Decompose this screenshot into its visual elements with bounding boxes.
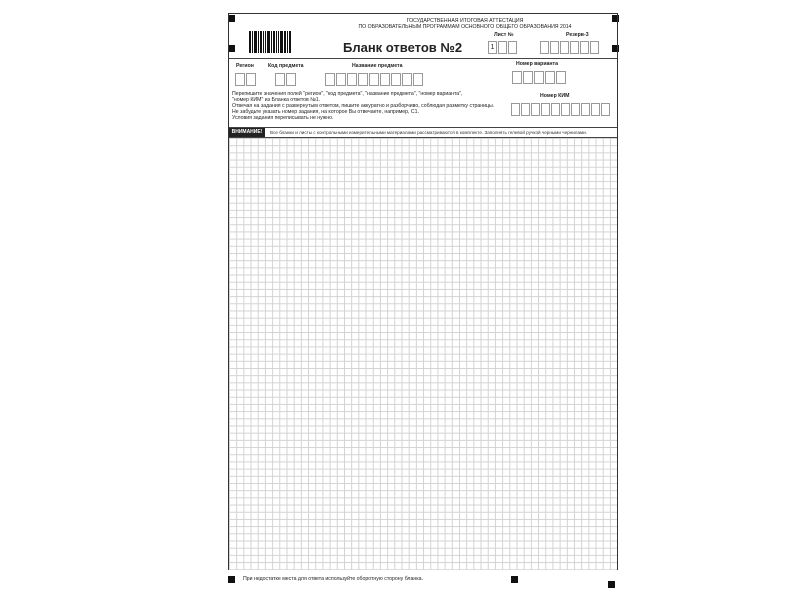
kim-cell[interactable] [571, 103, 580, 116]
footer-note: При недостатке места для ответа используйте оборотную сторону бланка. [243, 576, 423, 582]
subject-name-cell[interactable] [325, 73, 335, 86]
reserve-label: Резерв-3 [566, 32, 589, 38]
form-title: Бланк ответов №2 [343, 40, 463, 55]
warning-text: Все бланки и листы с контрольными измерительными материалами рассматриваются в комплекте. Заполнять гелевой ручкой черными чернилами. [270, 130, 588, 135]
instruction-line: Не забудьте указать номер задания, на которое Вы отвечаете, например, С1. [232, 109, 420, 115]
kim-cell[interactable] [531, 103, 540, 116]
sheet-number-label: Лист № [494, 32, 514, 38]
subject-name-cell[interactable] [402, 73, 412, 86]
registration-marker-bottom-right [608, 581, 615, 588]
instruction-line: Отвечая на задания с развернутым ответом, пишите аккуратно и разборчиво, соблюдая разметку страницы. [232, 103, 495, 109]
kim-cell[interactable] [581, 103, 590, 116]
header-line-2: ПО ОБРАЗОВАТЕЛЬНЫМ ПРОГРАММАМ ОСНОВНОГО ОБЩЕГО ОБРАЗОВАНИЯ 2014 [358, 24, 572, 30]
subject-name-cell[interactable] [413, 73, 423, 86]
subject-code-cell[interactable] [275, 73, 285, 86]
sheet-number-cells [488, 41, 517, 54]
region-cell[interactable] [246, 73, 256, 86]
kim-cells [511, 103, 610, 116]
answer-grid-area[interactable] [229, 137, 617, 570]
kim-cell[interactable] [541, 103, 550, 116]
subject-name-cells [325, 73, 423, 86]
reserve-cell[interactable] [580, 41, 589, 54]
sheet-number-cell[interactable] [498, 41, 507, 54]
subject-name-cell[interactable] [336, 73, 346, 86]
subject-code-cell[interactable] [286, 73, 296, 86]
kim-cell[interactable] [521, 103, 530, 116]
subject-code-cells [275, 73, 296, 86]
variant-cells [512, 71, 566, 84]
reserve-cell[interactable] [550, 41, 559, 54]
kim-cell[interactable] [551, 103, 560, 116]
variant-cell[interactable] [512, 71, 522, 84]
subject-name-cell[interactable] [369, 73, 379, 86]
sheet-number-cell[interactable]: 1 [488, 41, 497, 54]
subject-name-cell[interactable] [391, 73, 401, 86]
kim-cell[interactable] [591, 103, 600, 116]
subject-code-label: Код предмета [268, 63, 304, 69]
subject-name-cell[interactable] [347, 73, 357, 86]
variant-cell[interactable] [556, 71, 566, 84]
instruction-line: Перепишите значения полей "регион", "код предмета", "название предмета", "номер варианта", [232, 91, 463, 97]
reserve-cell[interactable] [590, 41, 599, 54]
warning-label: ВНИМАНИЕ! [229, 128, 265, 137]
kim-cell[interactable] [511, 103, 520, 116]
subject-name-cell[interactable] [358, 73, 368, 86]
header-line-1: ГОСУДАРСТВЕННАЯ ИТОГОВАЯ АТТЕСТАЦИЯ [406, 18, 524, 24]
reserve-cells [540, 41, 599, 54]
region-cells [235, 73, 256, 86]
sheet-number-cell[interactable] [508, 41, 517, 54]
variant-cell[interactable] [523, 71, 533, 84]
variant-label: Номер варианта [516, 61, 558, 67]
registration-marker-bottom-center [511, 576, 518, 583]
instructions [232, 91, 507, 121]
kim-cell[interactable] [601, 103, 610, 116]
barcode [249, 31, 296, 53]
region-label: Регион [236, 63, 254, 69]
variant-cell[interactable] [534, 71, 544, 84]
kim-label: Номер КИМ [540, 93, 570, 99]
region-cell[interactable] [235, 73, 245, 86]
subject-name-cell[interactable] [380, 73, 390, 86]
reserve-cell[interactable] [540, 41, 549, 54]
reserve-cell[interactable] [560, 41, 569, 54]
instruction-line: "номер КИМ" из Бланка ответов №1. [232, 97, 321, 103]
warning-bar [229, 127, 617, 137]
kim-cell[interactable] [561, 103, 570, 116]
instruction-line: Условия задания переписывать не нужно. [232, 115, 334, 121]
header-divider [229, 58, 617, 59]
registration-marker-bottom-left [228, 576, 235, 583]
subject-name-label: Название предмета [352, 63, 403, 69]
reserve-cell[interactable] [570, 41, 579, 54]
variant-cell[interactable] [545, 71, 555, 84]
